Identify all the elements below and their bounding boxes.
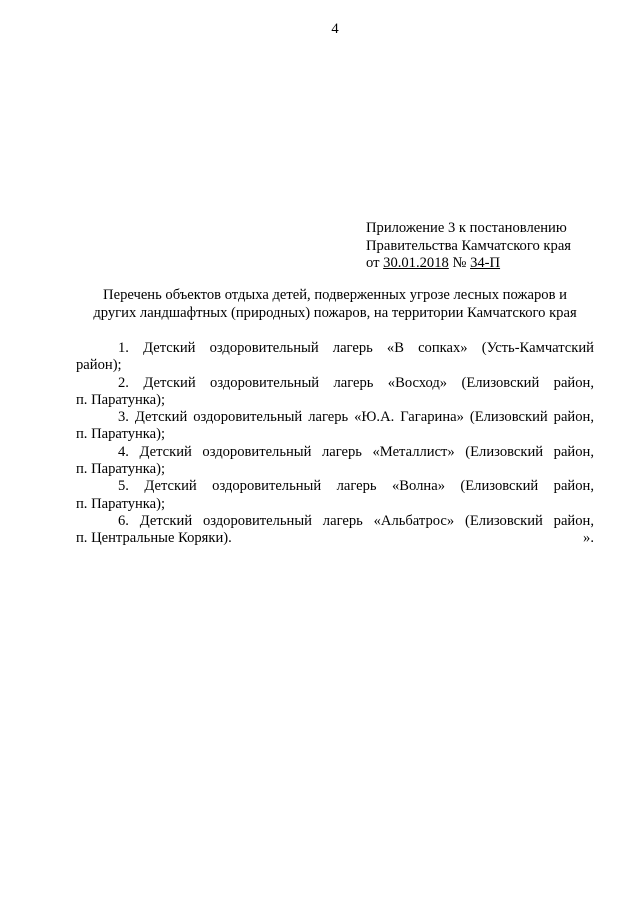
list-item-number: 3. [118,409,129,426]
list-title [60,287,610,322]
list-item-line-1 [76,444,594,461]
list-item-line-2 [76,530,594,547]
list-item-4 [76,444,594,479]
list-item-line-2: п. Паратунка); [76,461,166,478]
list-title-line-2: других ландшафтных (природных) пожаров, на территории Камчатского края [93,304,577,321]
list-item-line-1 [76,513,594,530]
list-item-line-2: район); [76,357,122,374]
list-item-line-2: п. Паратунка); [76,495,166,512]
list-item-2 [76,375,594,410]
appendix-line-3 [366,255,626,273]
list-item-number: 6. [118,512,129,529]
appendix-header [366,220,626,273]
list-item-text: Детский оздоровительный лагерь «Альбатрос» (Елизовский район, [139,512,595,529]
appendix-number-sign: № [452,255,467,271]
list-item-number: 1. [118,340,129,356]
list-item-text: Детский оздоровительный лагерь «В сопках» (Усть-Камчатский [143,340,594,356]
appendix-line-2: Правительства Камчатского края [366,237,572,254]
list-item-1 [76,340,594,375]
appendix-line-1: Приложение 3 к постановлению [366,220,567,236]
appendix-number: 34-П [470,255,501,271]
list-item-3 [76,409,594,444]
list-item-text: Детский оздоровительный лагерь «Металлист» (Елизовский район, [139,443,594,460]
list-item-line-1 [76,375,594,392]
list-item-line-2: п. Паратунка); [76,391,166,408]
list-item-text: Детский оздоровительный лагерь «Восход» (Елизовский район, [143,374,594,391]
page-number: 4 [331,21,339,37]
list-item-line-1 [76,409,594,426]
list-item-line-1 [76,478,594,495]
list-item-line-1 [76,340,594,357]
list-item-number: 2. [118,374,129,391]
appendix-date: 30.01.2018 [383,255,449,271]
list-item-5 [76,478,594,513]
list-item-6 [76,513,594,548]
list-item-number: 5. [118,478,129,495]
list-item-text-end: п. Центральные Коряки). [76,530,232,547]
list-item-number: 4. [118,443,129,460]
list-item-line-2: п. Паратунка); [76,426,166,443]
list-item-text: Детский оздоровительный лагерь «Ю.А. Гагарина» (Елизовский район, [134,409,594,426]
camp-list [76,340,594,548]
list-title-line-1: Перечень объектов отдыха детей, подверженных угрозе лесных пожаров и [103,287,567,303]
closing-quote: ». [583,530,594,547]
appendix-date-prefix: от [366,255,380,271]
list-item-text: Детский оздоровительный лагерь «Волна» (Елизовский район, [144,478,594,495]
